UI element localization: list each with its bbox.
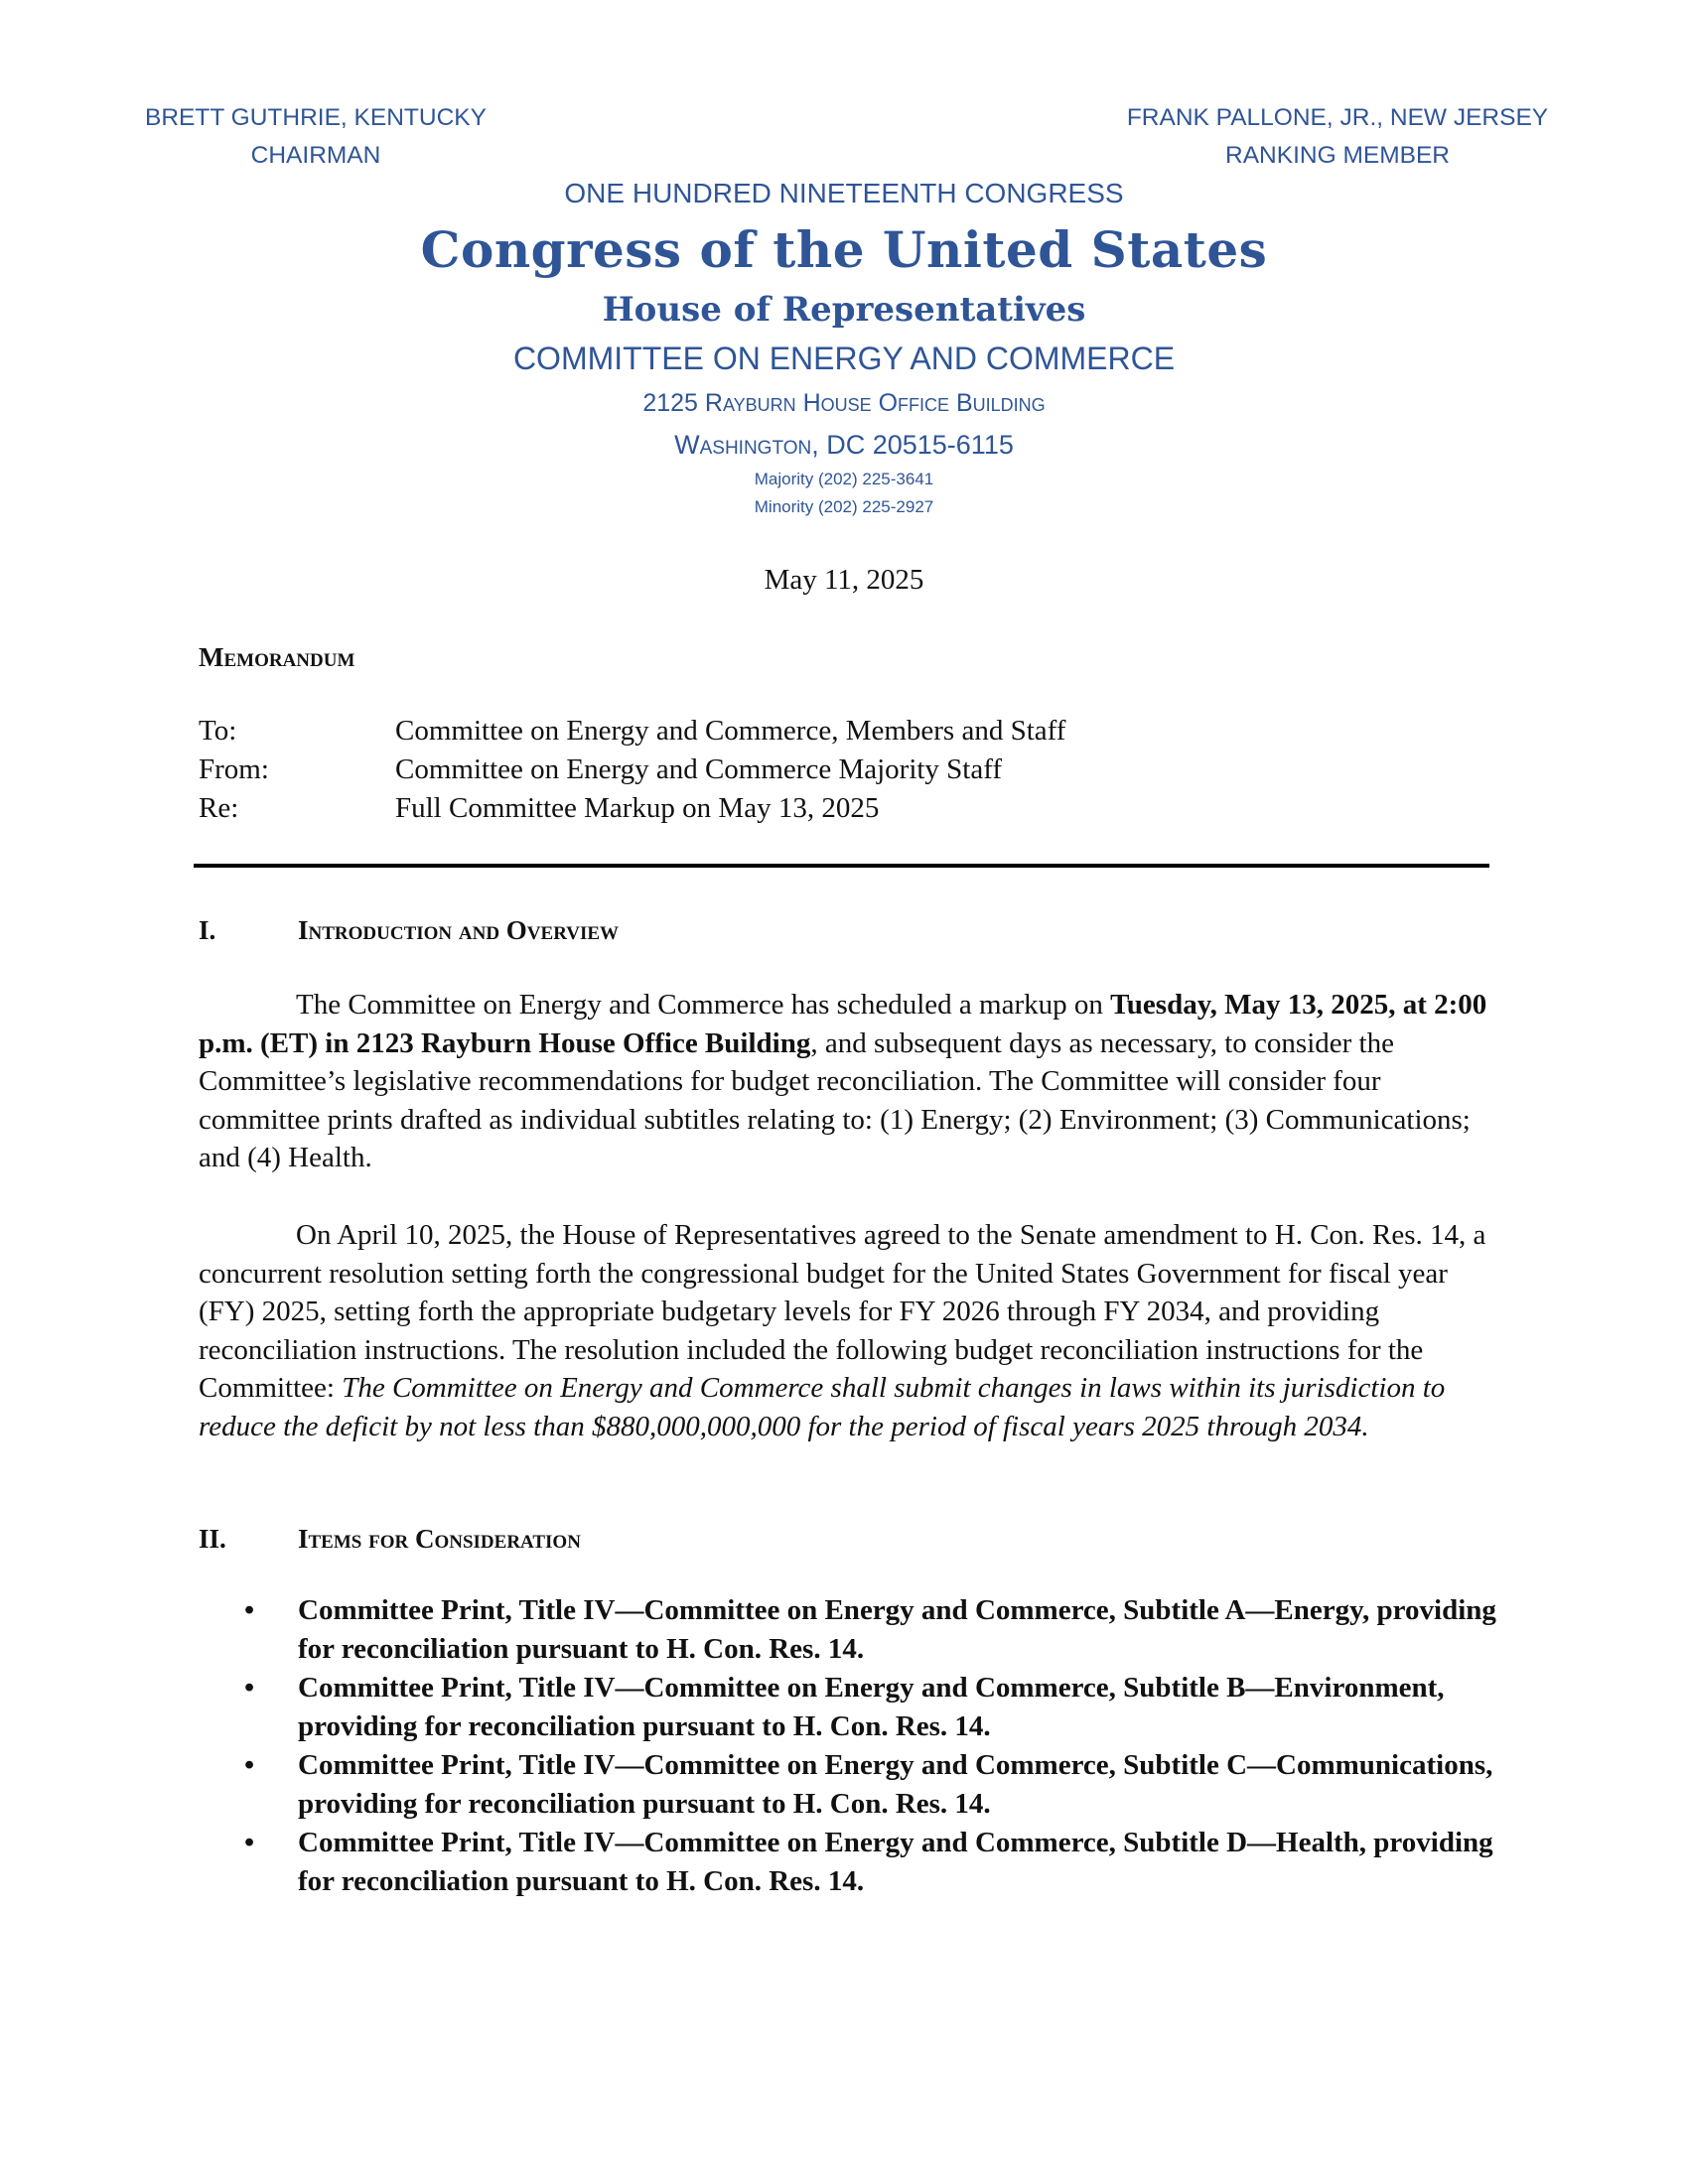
- intro-paragraph-2: [199, 1216, 1499, 1445]
- list-item: [199, 1591, 1499, 1669]
- minority-phone: Minority (202) 225-2927: [754, 497, 934, 516]
- committee-address: 2125 Rayburn House Office Building: [642, 389, 1046, 417]
- letterhead: [0, 172, 1688, 521]
- congress-title: Congress of the United States: [420, 220, 1268, 279]
- bullet-icon: •: [244, 1594, 255, 1626]
- re-value: Full Committee Markup on May 13, 2025: [395, 792, 880, 824]
- from-value: Committee on Energy and Commerce Majority Staff: [395, 753, 1003, 785]
- list-item-text: Committee Print, Title IV—Committee on Energy and Commerce, Subtitle D—Health, providing for reconciliation pursuant to H. Con. Res. 14.: [298, 1827, 1493, 1897]
- section-2-heading: [199, 1520, 581, 1558]
- list-item-text: Committee Print, Title IV—Committee on Energy and Commerce, Subtitle C—Communications, providing for reconciliation pursuant to H. Con. Res. 14.: [298, 1749, 1493, 1820]
- list-item: [199, 1669, 1499, 1746]
- section-2-number: II.: [199, 1524, 226, 1554]
- list-item: [199, 1746, 1499, 1824]
- re-label: Re:: [199, 792, 239, 824]
- memo-label: Memorandum: [199, 642, 355, 672]
- intro-p1-text-a: The Committee on Energy and Commerce has scheduled a markup on: [296, 989, 1111, 1021]
- chairman-block: [141, 99, 491, 175]
- committee-name: COMMITTEE ON ENERGY AND COMMERCE: [512, 341, 1176, 376]
- items-list: [199, 1591, 1499, 1901]
- intro-p1-bold: Tuesday, May 13, 2025, at 2:00 p.m. (ET) in 2123 Rayburn House Office Building: [199, 989, 1487, 1059]
- bullet-icon: •: [244, 1672, 255, 1704]
- ranking-member-role: RANKING MEMBER: [1225, 142, 1450, 169]
- list-item-text: Committee Print, Title IV—Committee on Energy and Commerce, Subtitle A—Energy, providing for reconciliation pursuant to H. Con. Res. 14.: [298, 1594, 1496, 1665]
- committee-city: Washington, DC 20515-6115: [674, 430, 1014, 460]
- intro-p2-text: On April 10, 2025, the House of Representatives agreed to the Senate amendment to H. Con. Res. 14, a concurrent resolution setting forth the congressional budget for the United States Government for fiscal year (FY) 2025, setting forth the appropriate budgetary levels for FY 2026 through FY 2034, and providing reconciliation instructions. The resolution included the following budget reconciliation instructions for the Committee:: [199, 1219, 1486, 1404]
- to-value: Committee on Energy and Commerce, Members and Staff: [395, 715, 1066, 747]
- memo-routing: [199, 712, 1489, 828]
- from-label: From:: [199, 753, 269, 785]
- section-1-number: I.: [199, 915, 216, 945]
- bullet-icon: •: [244, 1749, 255, 1781]
- ranking-member-name: FRANK PALLONE, JR., NEW JERSEY: [1126, 104, 1549, 131]
- memo-date: May 11, 2025: [764, 564, 924, 596]
- section-1-heading: [199, 911, 619, 949]
- memo-to-row: [199, 712, 1489, 751]
- section-2-title: Items for Consideration: [298, 1524, 581, 1554]
- intro-p2-italic: The Committee on Energy and Commerce shall submit changes in laws within its jurisdiction to reduce the deficit by not less than $880,000,000,000 for the period of fiscal years 2025 through 2034.: [199, 1372, 1446, 1442]
- section-1-title: Introduction and Overview: [298, 915, 620, 945]
- divider-rule: [194, 864, 1489, 868]
- ranking-member-block: [1124, 99, 1551, 175]
- memo-re-row: [199, 789, 1489, 828]
- list-item-text: Committee Print, Title IV—Committee on Energy and Commerce, Subtitle B—Environment, providing for reconciliation pursuant to H. Con. Res. 14.: [298, 1672, 1445, 1742]
- majority-phone: Majority (202) 225-3641: [754, 470, 934, 488]
- chairman-role: CHAIRMAN: [250, 142, 381, 169]
- intro-paragraph-1: [199, 986, 1499, 1177]
- list-item: [199, 1824, 1499, 1901]
- intro-p1-text-b: , and subsequent days as necessary, to consider the Committee’s legislative recommendations for budget reconciliation. The Committee will consider four committee prints drafted as individual subtitles relating to: (1) Energy; (2) Environment; (3) Communications; and (4) Health.: [199, 1026, 1471, 1173]
- bullet-icon: •: [244, 1827, 255, 1858]
- to-label: To:: [199, 715, 237, 747]
- chairman-name: BRETT GUTHRIE, KENTUCKY: [145, 104, 487, 131]
- memo-from-row: [199, 751, 1489, 789]
- house-title: House of Representatives: [602, 290, 1086, 330]
- congress-number: ONE HUNDRED NINETEENTH CONGRESS: [564, 178, 1124, 208]
